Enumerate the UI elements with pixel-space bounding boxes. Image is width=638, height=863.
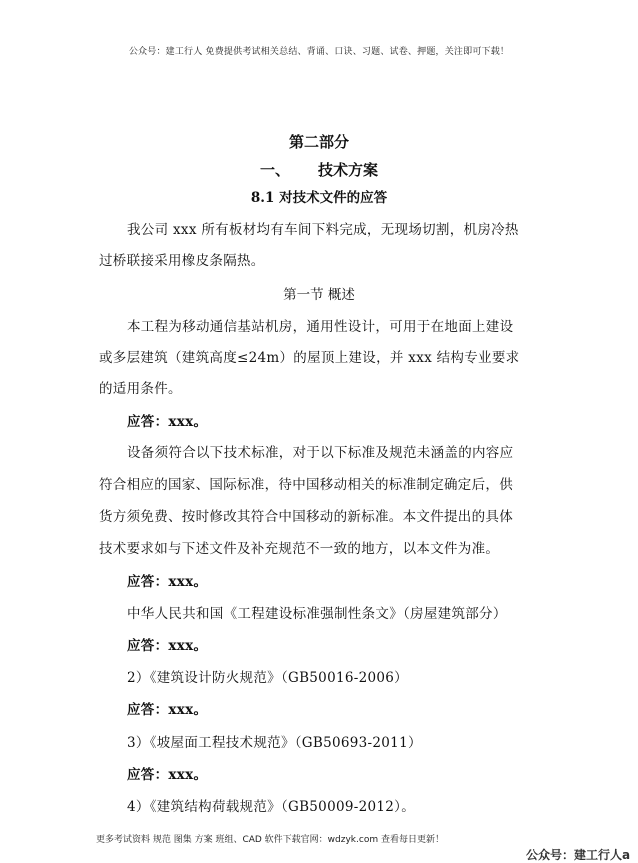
para1-line2: 过桥联接采用橡皮条隔热。 — [99, 253, 265, 269]
part-title: 第二部分 — [288, 133, 349, 151]
section-number: 一、 — [259, 161, 290, 179]
section-title: 技术方案 — [318, 161, 379, 179]
watermark: 公众号：建工行人a — [526, 848, 631, 862]
standard-item-2: 2）《建筑设计防火规范》（GB50016-2006） — [127, 670, 408, 686]
para3-line2: 符合相应的国家、国际标准，待中国移动相关的标准制定确定后，供 — [99, 477, 513, 493]
answer-1: 应答：xxx。 — [127, 414, 208, 430]
section-heading — [0, 159, 638, 180]
standard-item-1: 中华人民共和国《工程建设标准强制性条文》（房屋建筑部分） — [127, 606, 507, 622]
answer-3: 应答：xxx。 — [127, 638, 208, 654]
para3-line1: 设备须符合以下技术标准，对于以下标准及规范未涵盖的内容应 — [127, 445, 514, 461]
page-header-note: 公众号：建工行人 免费提供考试相关总结、背诵、口诀、习题、试卷、押题，关注即可下载！ — [128, 47, 510, 57]
standard-item-4: 4）《建筑结构荷载规范》（GB50009-2012）。 — [127, 799, 416, 815]
para2-line1: 本工程为移动通信基站机房，通用性设计，可用于在地面上建设 — [127, 319, 514, 335]
para2-line3: 的适用条件。 — [99, 381, 182, 397]
para3-line3: 货方须免费、按时修改其符合中国移动的新标准。本文件提出的具体 — [99, 509, 513, 525]
para3-line4: 技术要求如与下述文件及补充规范不一致的地方，以本文件为准。 — [99, 541, 500, 557]
para2-line2: 或多层建筑（建筑高度≤24m）的屋顶上建设，并 xxx 结构专业要求 — [99, 350, 520, 366]
page-footer-note: 更多考试资料 规范 图集 方案 班组、CAD 软件下载官网：wdzyk.com 查看每日更新！ — [96, 835, 444, 845]
answer-2: 应答：xxx。 — [127, 574, 208, 590]
answer-5: 应答：xxx。 — [127, 767, 208, 783]
answer-4: 应答：xxx。 — [127, 702, 208, 718]
standard-item-3: 3）《坡屋面工程技术规范》（GB50693-2011） — [127, 735, 422, 751]
subsection-heading: 8.1 对技术文件的应答 — [250, 190, 388, 206]
para1-line1: 我公司 xxx 所有板材均有车间下料完成，无现场切割，机房冷热 — [127, 222, 519, 238]
chapter-title: 第一节 概述 — [283, 287, 355, 303]
